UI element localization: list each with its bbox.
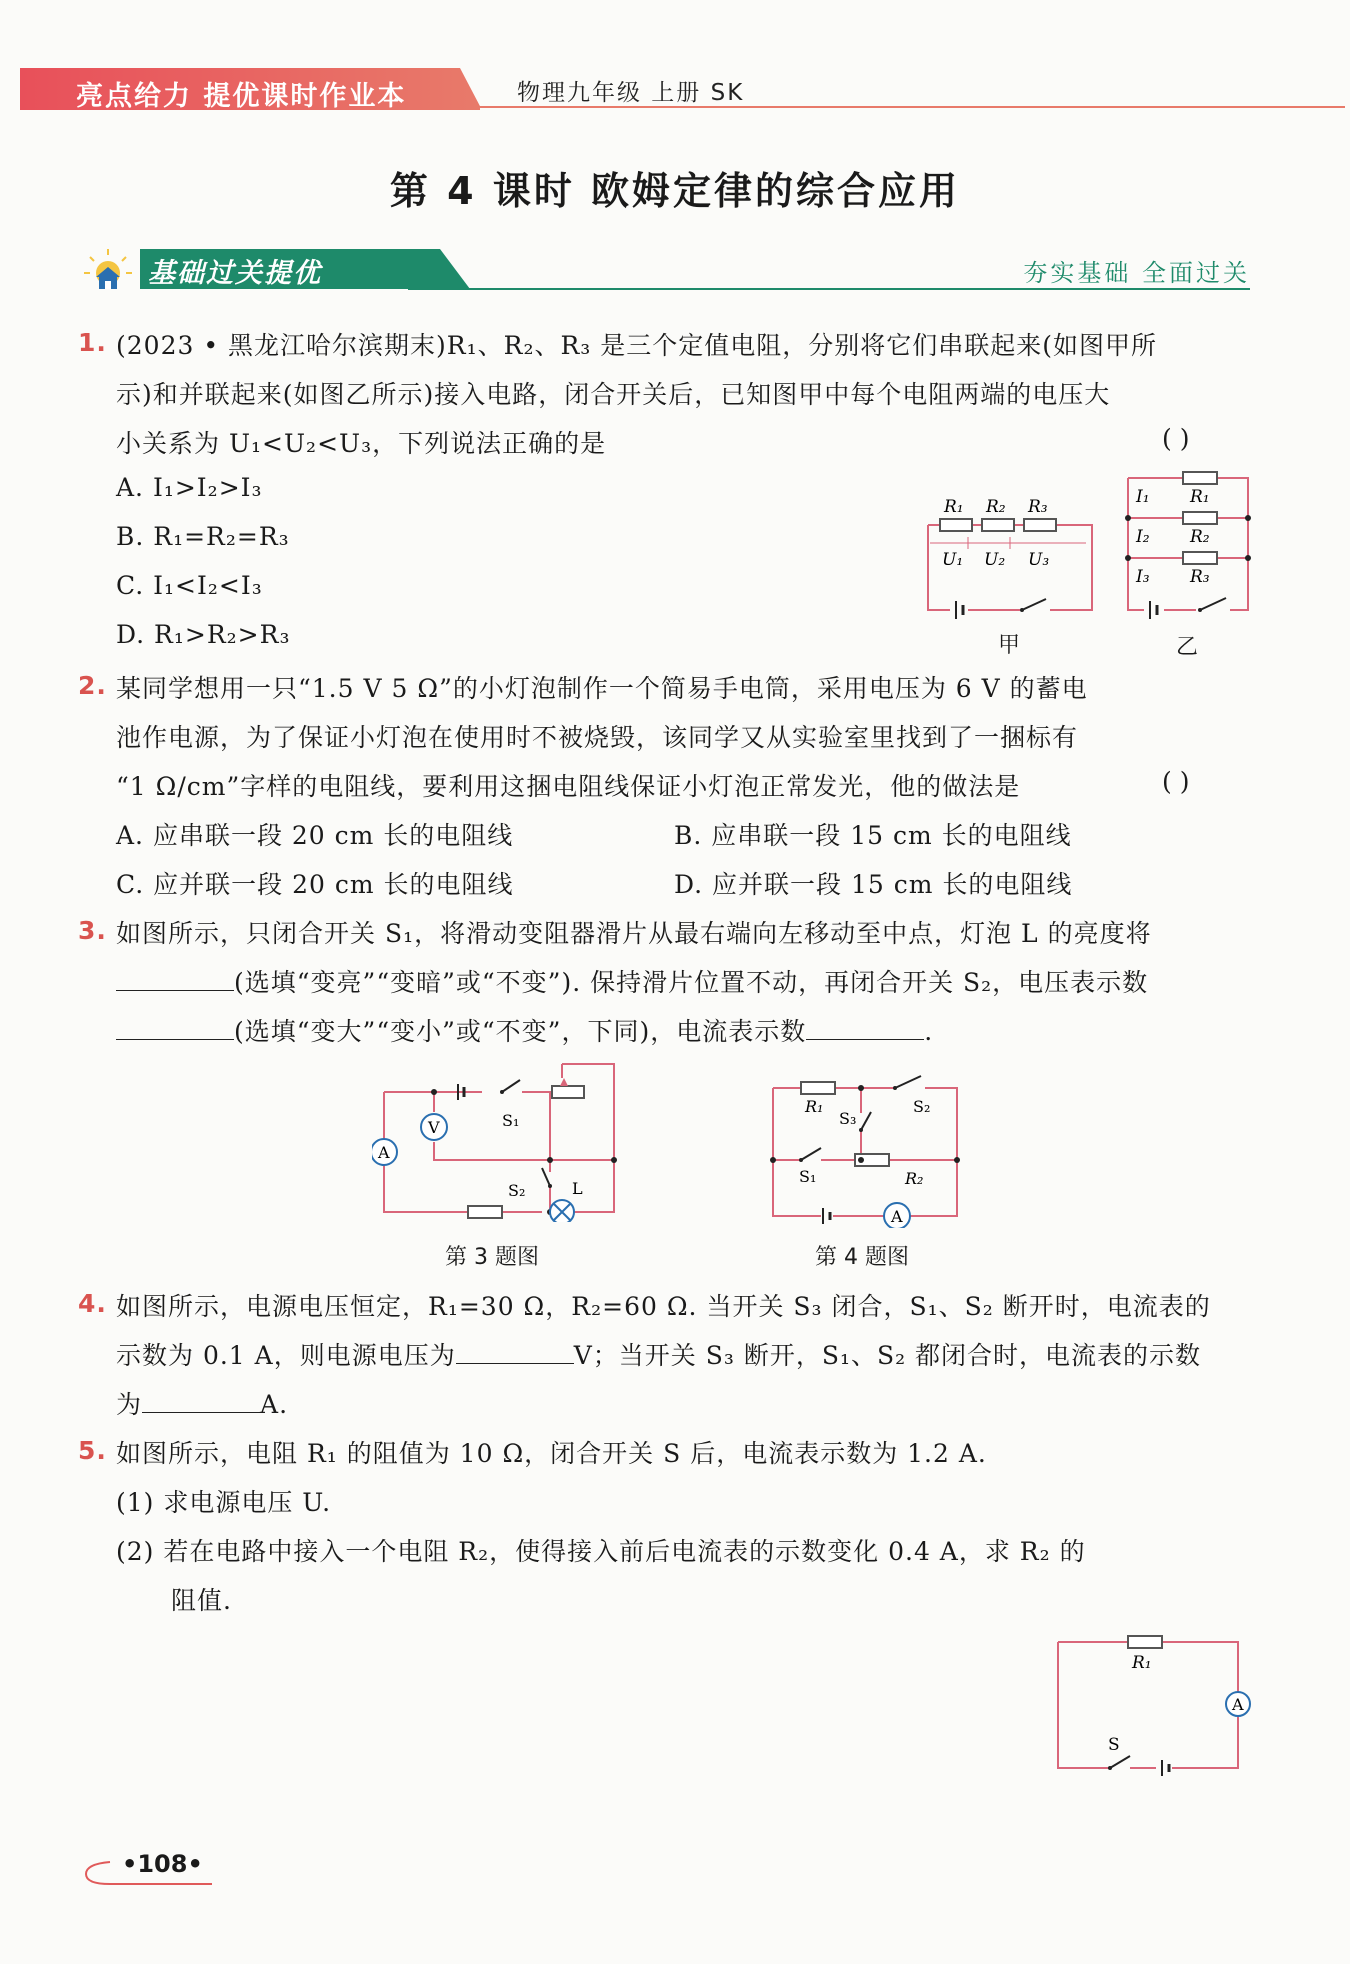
label-i2: I₂ bbox=[1136, 527, 1150, 547]
option-c: C. I₁<I₂<I₃ bbox=[116, 571, 263, 600]
question-text: 如图所示，只闭合开关 S₁，将滑动变阻器滑片从最右端向左移动至中点，灯泡 L 的亮度将 bbox=[116, 919, 1152, 948]
question-text: 示)和并联起来(如图乙所示)接入电路，闭合开关后，已知图甲中每个电阻两端的电压大 bbox=[116, 380, 1111, 409]
label-r2: R₂ bbox=[986, 497, 1006, 517]
question-number: 4. bbox=[78, 1289, 107, 1318]
question-number: 5. bbox=[78, 1436, 107, 1465]
label-u3: U₃ bbox=[1028, 550, 1050, 570]
answer-parenthesis: ( ) bbox=[1162, 424, 1190, 453]
option-a: A. 应串联一段 20 cm 长的电阻线 bbox=[116, 821, 514, 850]
question-text: 为 A. bbox=[116, 1390, 289, 1419]
section-divider bbox=[408, 288, 1250, 290]
ammeter-label: A bbox=[1232, 1695, 1244, 1714]
label-r1: R₁ bbox=[1132, 1653, 1152, 1673]
q4-circuit-diagram bbox=[765, 1068, 965, 1228]
label-s: S bbox=[1108, 1735, 1120, 1755]
header-subject: 物理九年级 上册 SK bbox=[517, 80, 745, 106]
label-s2: S₂ bbox=[508, 1181, 526, 1200]
section-slogan: 夯实基础 全面过关 bbox=[1023, 259, 1250, 287]
figure-caption-3: 第 3 题图 bbox=[445, 1245, 539, 1270]
question-text: 某同学想用一只“1.5 V 5 Ω”的小灯泡制作一个简易手电筒，采用电压为 6 V 的蓄电 bbox=[116, 674, 1088, 703]
label-r2: R₂ bbox=[905, 1169, 924, 1188]
label-i3: I₃ bbox=[1136, 567, 1150, 587]
question-text: 小关系为 U₁<U₂<U₃，下列说法正确的是 bbox=[116, 429, 607, 458]
header-brand: 亮点给力 提优课时作业本 bbox=[76, 81, 407, 112]
label-u1: U₁ bbox=[942, 550, 964, 570]
label-s1: S₁ bbox=[502, 1111, 520, 1130]
label-s1: S₁ bbox=[799, 1167, 817, 1186]
answer-blank[interactable] bbox=[116, 968, 234, 991]
question-text: 示数为 0.1 A，则电源电压为 V；当开关 S₃ 断开，S₁、S₂ 都闭合时，电流表的示数 bbox=[116, 1341, 1202, 1370]
question-text: 如图所示，电源电压恒定，R₁=30 Ω，R₂=60 Ω. 当开关 S₃ 闭合，S₁、S₂ 断开时，电流表的 bbox=[116, 1292, 1211, 1321]
ammeter-label: A bbox=[378, 1143, 390, 1162]
option-d: D. 应并联一段 15 cm 长的电阻线 bbox=[674, 870, 1073, 899]
question-text: (选填“变大”“变小”或“不变”，下同)，电流表示数 . bbox=[116, 1012, 933, 1048]
q5-circuit-diagram bbox=[1052, 1628, 1252, 1778]
figure-caption-4: 第 4 题图 bbox=[815, 1245, 909, 1270]
label-r3: R₃ bbox=[1028, 497, 1048, 517]
question-text: 如图所示，电阻 R₁ 的阻值为 10 Ω，闭合开关 S 后，电流表示数为 1.2 A. bbox=[116, 1439, 987, 1468]
page-header bbox=[20, 68, 1328, 112]
sub-question-1: (1) 求电源电压 U. bbox=[116, 1488, 332, 1517]
section-banner bbox=[78, 245, 1250, 293]
answer-blank[interactable] bbox=[806, 1017, 924, 1040]
question-number: 3. bbox=[78, 916, 107, 945]
question-text: 池作电源，为了保证小灯泡在使用时不被烧毁，该同学又从实验室里找到了一捆标有 bbox=[116, 723, 1079, 752]
option-d: D. R₁>R₂>R₃ bbox=[116, 620, 291, 649]
page-title: 第 4 课时 欧姆定律的综合应用 bbox=[389, 169, 961, 213]
question-number: 1. bbox=[78, 328, 107, 357]
figure-caption-b: 乙 bbox=[1176, 635, 1199, 660]
label-r1: R₁ bbox=[944, 497, 964, 517]
section-label: 基础过关提优 bbox=[148, 258, 322, 289]
label-l: L bbox=[572, 1179, 583, 1198]
option-c: C. 应并联一段 20 cm 长的电阻线 bbox=[116, 870, 514, 899]
ammeter-label: A bbox=[891, 1207, 903, 1226]
answer-blank[interactable] bbox=[116, 1017, 234, 1040]
question-text: (选填“变亮”“变暗”或“不变”). 保持滑片位置不动，再闭合开关 S₂，电压表示数 bbox=[116, 963, 1148, 999]
label-r1: R₁ bbox=[805, 1097, 824, 1116]
voltmeter-label: V bbox=[428, 1118, 440, 1137]
figure-caption-a: 甲 bbox=[998, 633, 1021, 658]
series-circuit-diagram bbox=[920, 485, 1100, 620]
sub-question-2: (2) 若在电路中接入一个电阻 R₂，使得接入前后电流表的示数变化 0.4 A，求 R₂ 的 bbox=[116, 1537, 1086, 1566]
answer-blank[interactable] bbox=[142, 1390, 260, 1413]
question-text: (2023 • 黑龙江哈尔滨期末)R₁、R₂、R₃ 是三个定值电阻，分别将它们串联起来(如图甲所 bbox=[116, 331, 1158, 360]
option-a: A. I₁>I₂>I₃ bbox=[116, 473, 263, 502]
q3-circuit-diagram bbox=[372, 1062, 622, 1222]
answer-blank[interactable] bbox=[456, 1341, 574, 1364]
house-sun-icon bbox=[78, 245, 138, 293]
question-number: 2. bbox=[78, 671, 107, 700]
label-s2: S₂ bbox=[913, 1097, 931, 1116]
question-text: “1 Ω/cm”字样的电阻线，要利用这捆电阻线保证小灯泡正常发光，他的做法是 bbox=[116, 772, 1021, 801]
label-i1: I₁ bbox=[1136, 487, 1150, 507]
sub-question-2-cont: 阻值. bbox=[171, 1586, 232, 1615]
label-r2: R₂ bbox=[1190, 527, 1210, 547]
label-u2: U₂ bbox=[984, 550, 1006, 570]
option-b: B. R₁=R₂=R₃ bbox=[116, 522, 290, 551]
parallel-circuit-diagram bbox=[1118, 470, 1258, 620]
header-divider bbox=[475, 106, 1345, 108]
label-r3: R₃ bbox=[1190, 567, 1210, 587]
label-r1: R₁ bbox=[1190, 487, 1210, 507]
page-number: •108• bbox=[122, 1850, 203, 1878]
option-b: B. 应串联一段 15 cm 长的电阻线 bbox=[674, 821, 1072, 850]
label-s3: S₃ bbox=[839, 1109, 857, 1128]
answer-parenthesis: ( ) bbox=[1162, 767, 1190, 796]
